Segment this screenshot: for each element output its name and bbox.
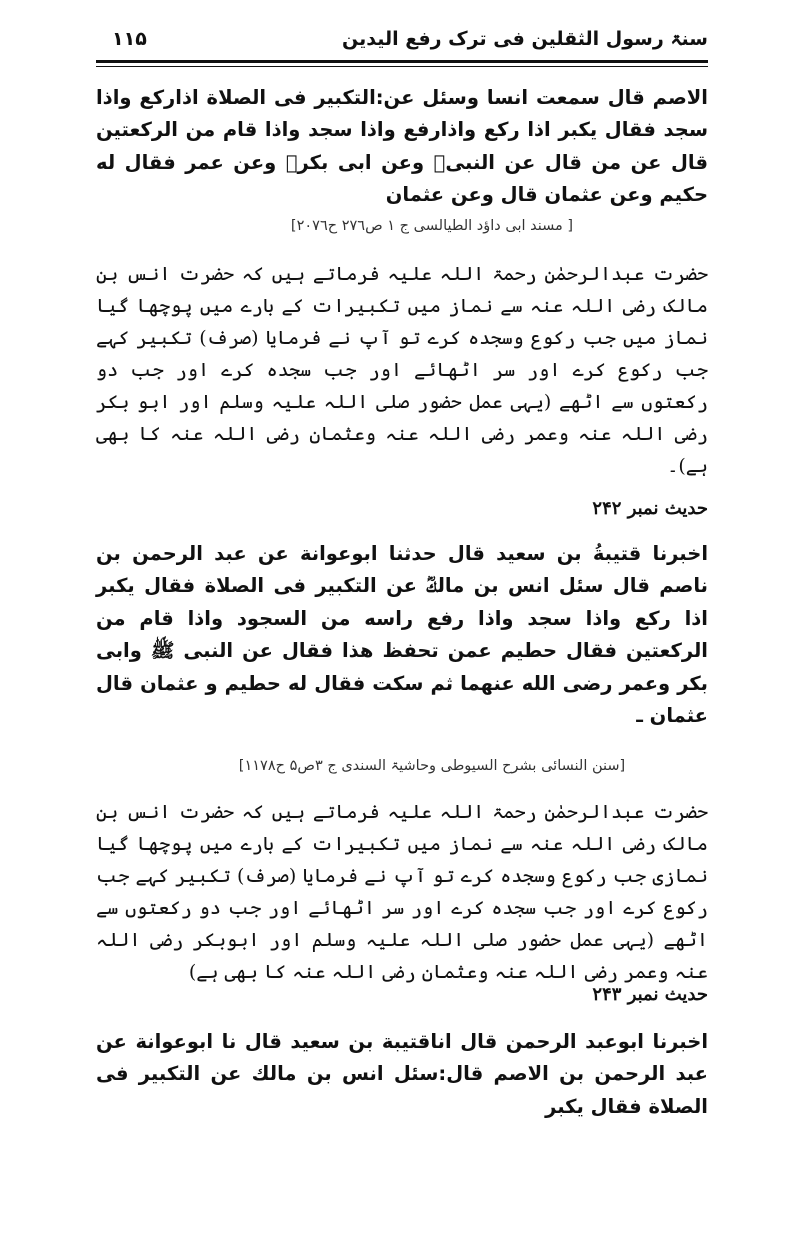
hadith-heading-242: حدیث نمبر ۲۴۲ — [592, 498, 708, 519]
urdu-translation-1: حضرت عبدالرحمٰن رحمۃ اللہ علیہ فرماتے ہیں کہ حضرت انس بن مالک رضی اللہ عنہ سے نماز میں تکبیرات کے بارے میں پوچھا گیا نماز میں جب رکوع وسجدہ کرے تو آپ نے فرمایا (صرف) تکبیر کہے جب رکوع کرے اور سر اٹھائے اور جب سجدہ کرے اور جب دو رکعتوں سے اٹھے (یہی عمل حضور صلی اللہ علیہ وسلم اور ابو بکر رضی اللہ عنہ وعمر رضی اللہ عنہ وعثمان رضی اللہ عنہ کا بھی ہے)۔ — [96, 263, 708, 477]
hadith-heading-243: حدیث نمبر ۲۴۳ — [592, 984, 708, 1005]
reference-2: [سنن النسائی بشرح السیوطی وحاشیۃ السندی ج ۳ص۵ ح۱۱۷۸] — [238, 758, 626, 774]
page-header — [96, 22, 708, 62]
reference-1: [ مسند ابی داؤد الطیالسی ج ۱ ص۲۷٦ ح۲۰۷٦] — [290, 218, 574, 234]
arabic-paragraph-2: اخبرنا قتيبةُ بن سعيد قال حدثنا ابوعوانة عن عبد الرحمن بن ناصم قال سئل انس بن مالكؓ عن التكبير فى الصلاة فقال يكبر اذا ركع واذا سجد واذا رفع راسه من السجود واذا قام من الركعتين فقال حطيم عمن تحفظ هذا فقال عن النبى ﷺ وابى بكر وعمر رضى الله عنهما ثم سكت فقال له حطيم و عثمان قال عثمان ـ — [96, 542, 708, 728]
urdu-translation-2: حضرت عبدالرحمٰن رحمۃ اللہ علیہ فرماتے ہیں کہ حضرت انس بن مالک رضی اللہ عنہ سے نماز میں تکبیرات کے بارے میں پوچھا گیا نمازی جب رکوع وسجدہ کرے تو آپ نے فرمایا (صرف) تکبیر کہے جب رکوع کرے اور جب سجدہ کرے اور سر اٹھائے اور جب دو رکعتوں سے اٹھے (یہی عمل حضور صلی اللہ علیہ وسلم اور ابوبکر رضی اللہ عنہ وعمر رضی اللہ عنہ وعثمان رضی اللہ عنہ کا بھی ہے) — [96, 801, 708, 983]
header-rule-thin — [96, 66, 708, 67]
arabic-paragraph-1: الاصم قال سمعت انسا وسئل عن:التكبير فى الصلاة اذاركع واذا سجد فقال يكبر اذا ركع واذارفع واذا سجد واذا قام من الركعتين قال عن من قال عن النبیﷺ وعن ابی بكرؓ وعن عمر فقال له حكيم وعن عثمان قال وعن عثمان — [96, 86, 708, 207]
page-number: ۱۱۵ — [112, 28, 147, 50]
running-title: سنۃ رسول الثقلین فی ترک رفع الیدین — [341, 28, 708, 50]
header-rule-thick — [96, 60, 708, 63]
arabic-paragraph-3: اخبرنا ابوعبد الرحمن قال اناقتيبة بن سعيد قال نا ابوعوانة عن عبد الرحمن بن الاصم قال:سئل انس بن مالك عن التكبير فى الصلاة فقال يكبر — [96, 1030, 708, 1118]
